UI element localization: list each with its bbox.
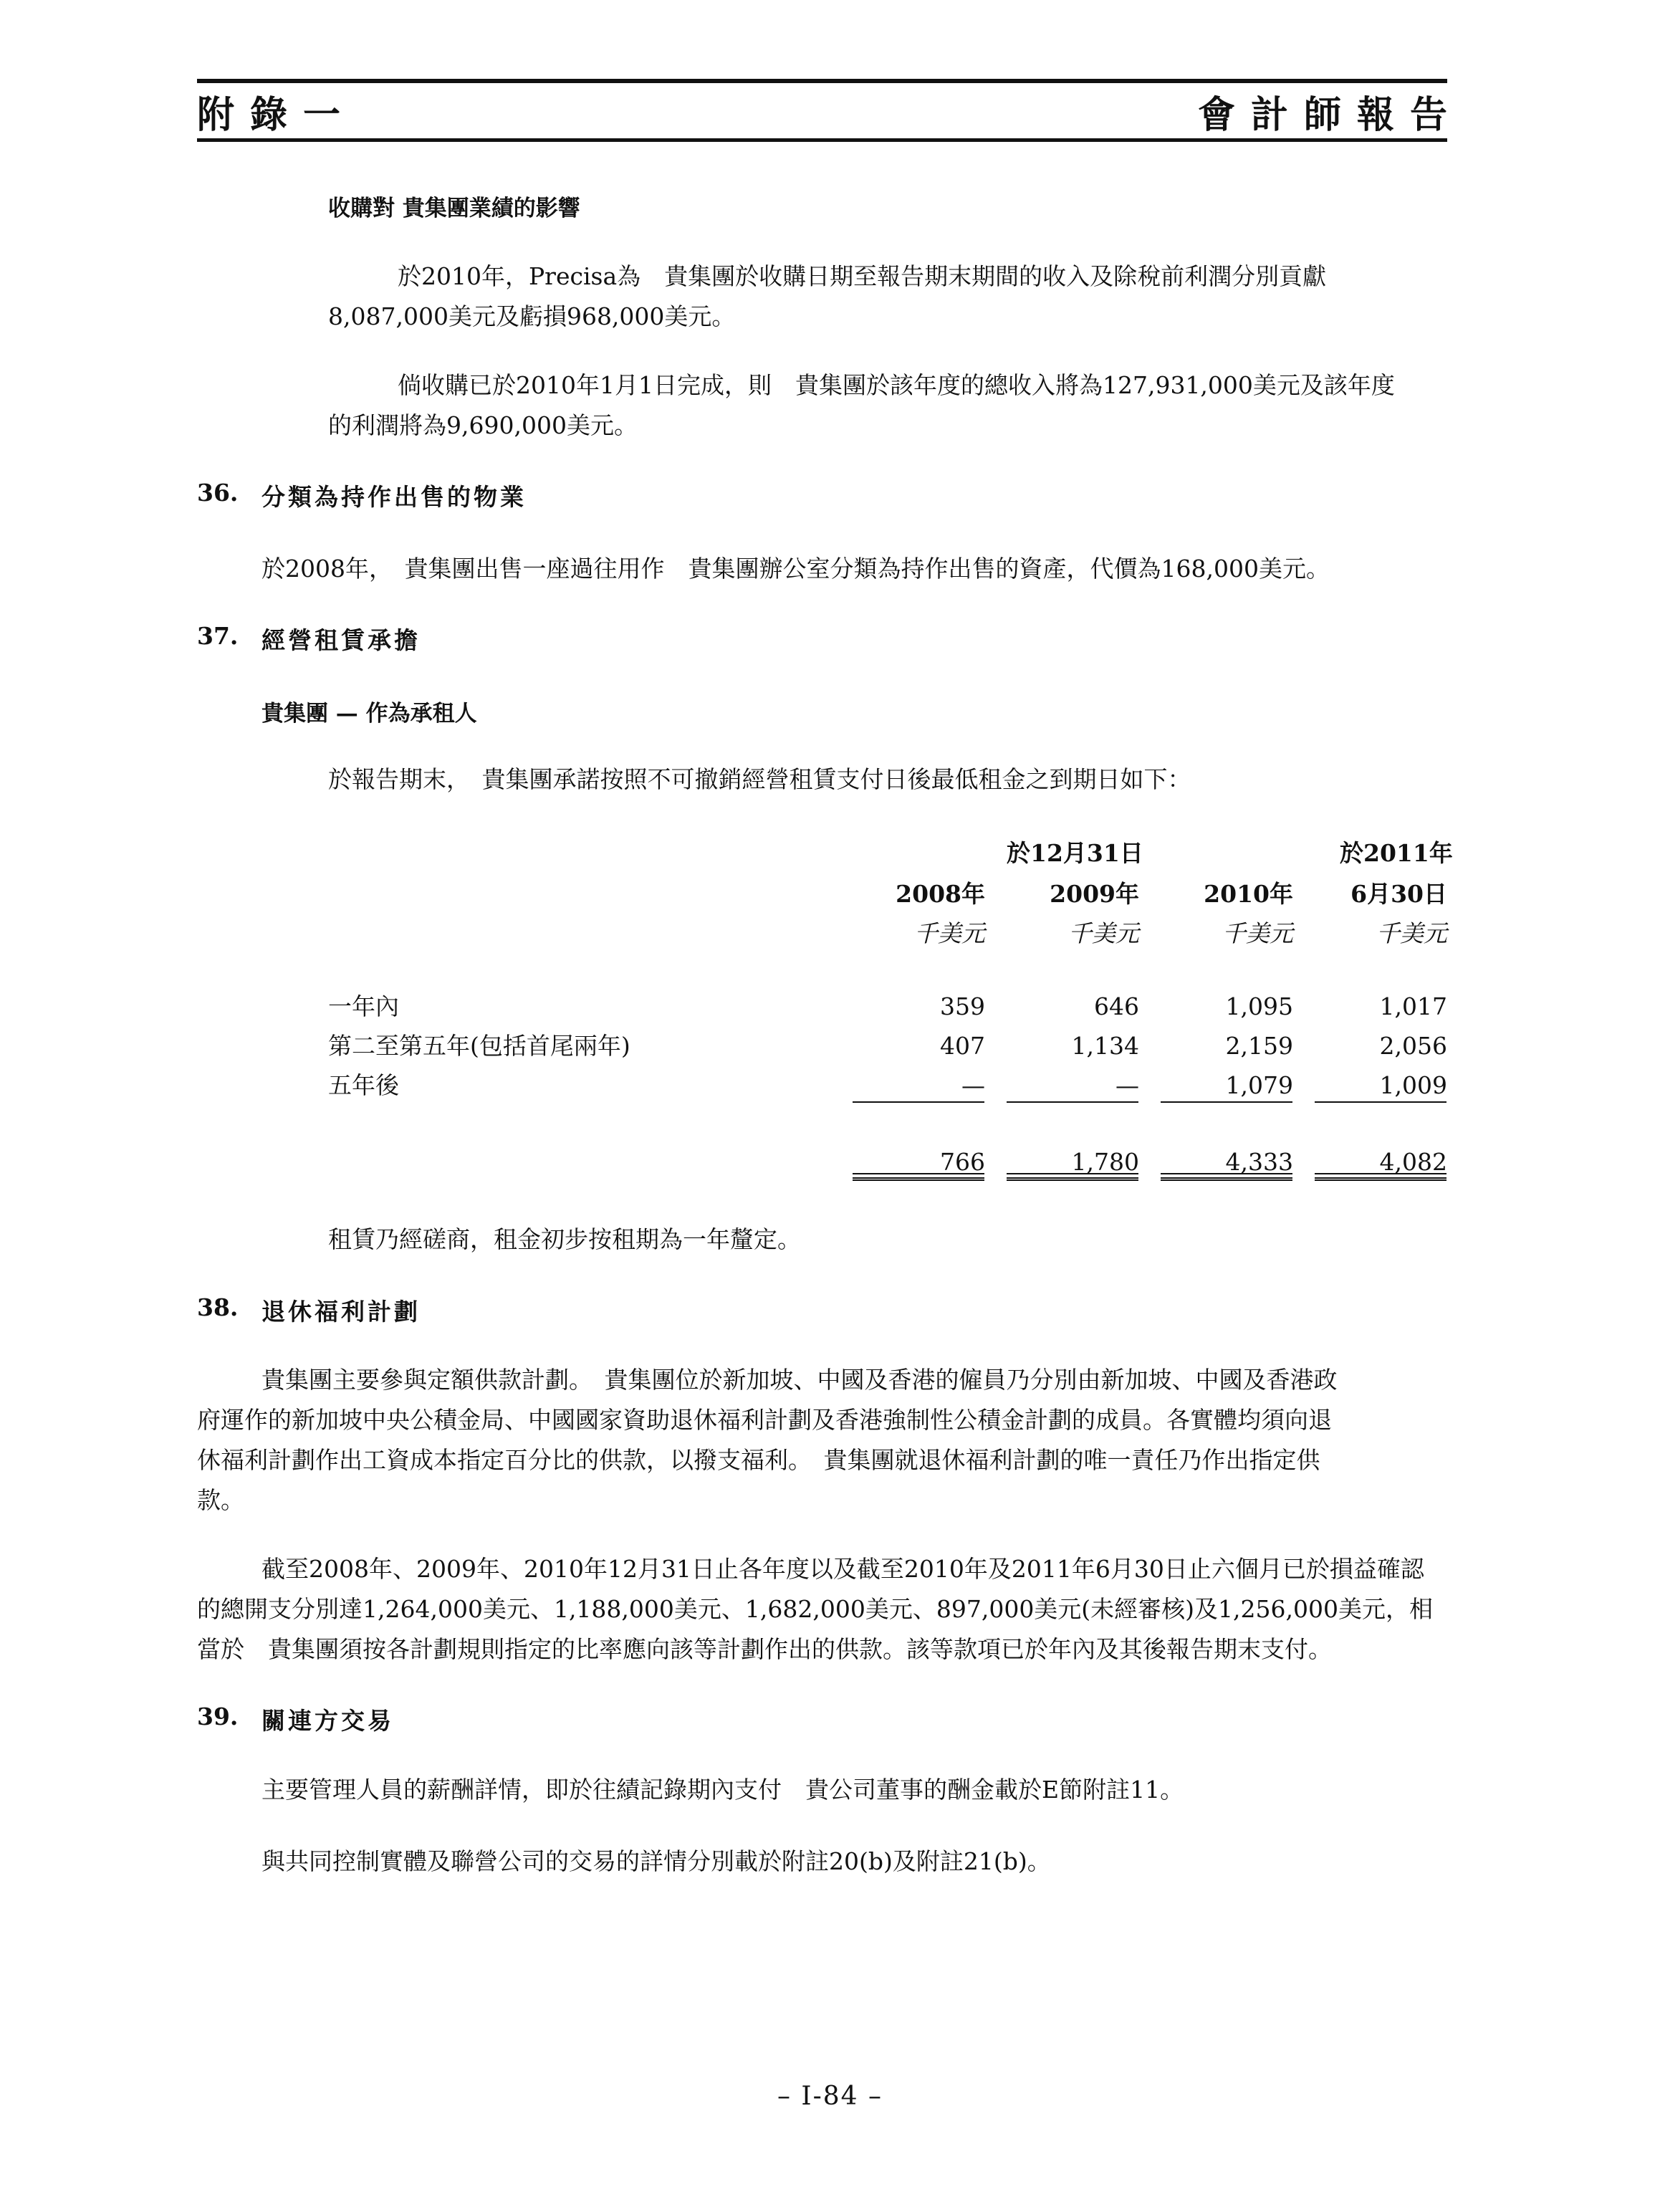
cell: 2,159 (1225, 1032, 1293, 1060)
header-left-title: 附錄一 (197, 93, 357, 137)
total-double-rule (1007, 1173, 1138, 1181)
row-label-within-one-year: 一年內 (328, 992, 399, 1020)
acq-para1-line2: 8,087,000美元及虧損968,000美元。 (328, 302, 736, 330)
col-header-2009: 2009年 (1050, 880, 1139, 908)
subtotal-rule (1161, 1101, 1292, 1103)
col-header-2010: 2010年 (1204, 880, 1293, 908)
section-38-para1-line3: 休福利計劃作出工資成本指定百分比的供款，以撥支福利。 貴集團就退休福利計劃的唯一責任乃作出指定供 (197, 1446, 1320, 1474)
section-37-title: 經營租賃承擔 (262, 626, 421, 654)
acq-para1-line1: 於2010年，Precisa為 貴集團於收購日期至報告期末期間的收入及除稅前利潤分別貢獻 (398, 262, 1327, 290)
section-37-number: 37. (197, 622, 239, 650)
col-header-2008: 2008年 (896, 880, 985, 908)
section-38-para2-line2: 的總開支分別達1,264,000美元、1,188,000美元、1,682,000美元、897,000美元(未經審核)及1,256,000美元，相 (197, 1595, 1434, 1623)
header-bottom-rule (197, 138, 1447, 142)
section-36-text: 於2008年， 貴集團出售一座過往用作 貴集團辦公室分類為持作出售的資產，代價為168,000美元。 (262, 555, 1330, 583)
col-group-dec31: 於12月31日 (1007, 839, 1143, 867)
section-36-number: 36. (197, 479, 239, 507)
row-label-after-five-years: 五年後 (328, 1071, 399, 1099)
acq-para2-line1: 倘收購已於2010年1月1日完成，則 貴集團於該年度的總收入將為127,931,000美元及該年度 (398, 371, 1395, 399)
cell: 646 (1094, 992, 1139, 1020)
header-right-title: 會計師報告 (1197, 93, 1463, 137)
section-39-number: 39. (197, 1703, 239, 1730)
unit-2009: 千美元 (1068, 919, 1139, 947)
acq-heading: 收購對 貴集團業績的影響 (328, 196, 580, 221)
col-group-2011: 於2011年 (1340, 839, 1453, 867)
subtotal-rule (1007, 1101, 1138, 1103)
section-39-title: 關連方交易 (262, 1707, 394, 1735)
section-37-subheading: 貴集團 — 作為承租人 (262, 701, 477, 727)
section-38-para2-line1: 截至2008年、2009年、2010年12月31日止各年度以及截至2010年及2011年6月30日止六個月已於損益確認 (262, 1555, 1424, 1583)
cell: — (1116, 1071, 1139, 1099)
cell: 1,009 (1379, 1071, 1447, 1099)
section-39-para2: 與共同控制實體及聯營公司的交易的詳情分別載於附註20(b)及附註21(b)。 (262, 1847, 1051, 1875)
total-jun30: 4,082 (1379, 1148, 1447, 1176)
cell: — (961, 1071, 985, 1099)
section-38-para1-line2: 府運作的新加坡中央公積金局、中國國家資助退休福利計劃及香港強制性公積金計劃的成員。各實體均須向退 (197, 1406, 1332, 1434)
cell: 2,056 (1379, 1032, 1447, 1060)
total-2008: 766 (940, 1148, 985, 1176)
section-36-title: 分類為持作出售的物業 (262, 483, 527, 511)
section-38-number: 38. (197, 1293, 239, 1321)
unit-2008: 千美元 (914, 919, 985, 947)
cell: 1,017 (1379, 992, 1447, 1020)
section-39-para1: 主要管理人員的薪酬詳情，即於往績記錄期內支付 貴公司董事的酬金載於E節附註11。 (262, 1776, 1184, 1804)
total-double-rule (1315, 1173, 1446, 1181)
total-2010: 4,333 (1225, 1148, 1293, 1176)
section-37-intro: 於報告期末， 貴集團承諾按照不可撤銷經營租賃支付日後最低租金之到期日如下： (328, 765, 1191, 793)
unit-jun30: 千美元 (1376, 919, 1447, 947)
section-38-para2-line3: 當於 貴集團須按各計劃規則指定的比率應向該等計劃作出的供款。該等款項已於年內及其後報告期末支付。 (197, 1635, 1332, 1663)
header-top-rule (197, 79, 1447, 83)
total-double-rule (853, 1173, 984, 1181)
subtotal-rule (853, 1101, 984, 1103)
section-38-para1-line1: 貴集團主要參與定額供款計劃。 貴集團位於新加坡、中國及香港的僱員乃分別由新加坡、中國及香港政 (262, 1366, 1338, 1394)
section-38-para1-line4: 款。 (197, 1486, 244, 1514)
cell: 407 (940, 1032, 985, 1060)
cell: 1,095 (1225, 992, 1293, 1020)
page-number: – I-84 – (777, 2082, 883, 2111)
acq-para2-line2: 的利潤將為9,690,000美元。 (328, 411, 638, 439)
section-38-title: 退休福利計劃 (262, 1298, 421, 1326)
unit-2010: 千美元 (1222, 919, 1293, 947)
cell: 1,079 (1225, 1071, 1293, 1099)
col-header-jun30: 6月30日 (1350, 880, 1447, 908)
total-double-rule (1161, 1173, 1292, 1181)
section-37-note: 租賃乃經磋商，租金初步按租期為一年釐定。 (328, 1225, 801, 1253)
row-label-second-to-fifth: 第二至第五年(包括首尾兩年) (328, 1032, 630, 1060)
cell: 1,134 (1071, 1032, 1139, 1060)
subtotal-rule (1315, 1101, 1446, 1103)
total-2009: 1,780 (1071, 1148, 1139, 1176)
cell: 359 (940, 992, 985, 1020)
